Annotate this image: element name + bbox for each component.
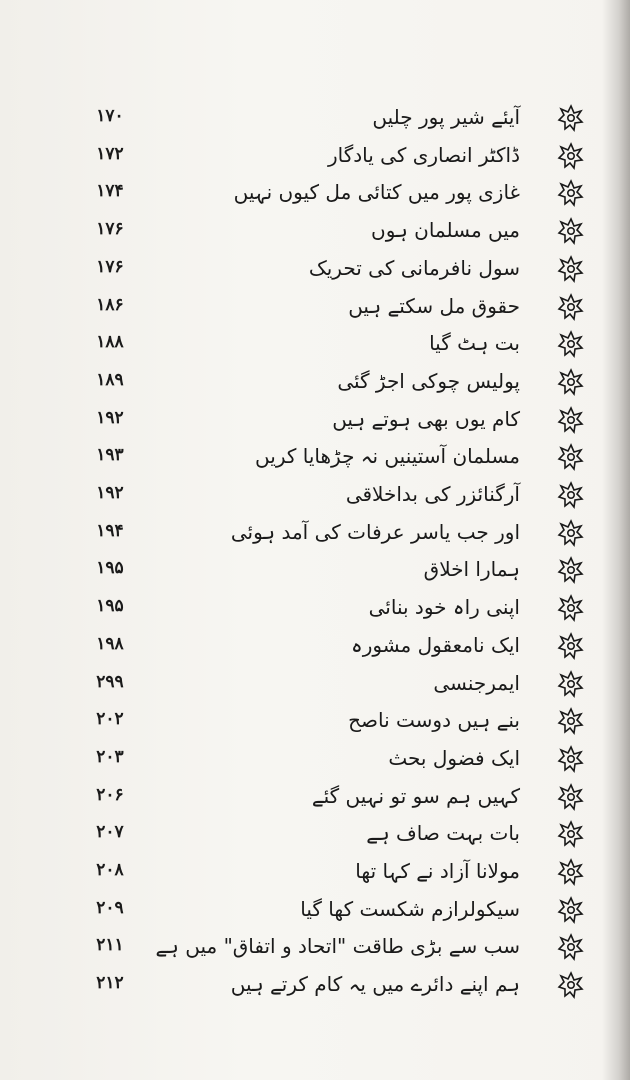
toc-entry-title: ایمرجنسی	[433, 670, 520, 695]
toc-entry-title: آیئے شیر پور چلیں	[372, 105, 520, 129]
toc-entry-page-number: ۱۹۵	[96, 558, 124, 579]
flower-ornament-icon	[557, 255, 585, 283]
flower-ornament-icon	[557, 933, 585, 961]
toc-entry[interactable]	[0, 703, 630, 739]
toc-entry[interactable]	[0, 854, 630, 890]
toc-entry[interactable]	[0, 364, 630, 400]
flower-ornament-icon	[557, 670, 585, 698]
toc-entry[interactable]	[0, 779, 630, 815]
toc-entry-title: مولانا آزاد نے کہا تھا	[355, 859, 520, 883]
toc-entry-page-number: ۲۰۳	[96, 746, 124, 767]
toc-entry[interactable]	[0, 213, 630, 249]
toc-entry[interactable]	[0, 175, 630, 211]
toc-entry[interactable]	[0, 251, 630, 287]
toc-entry[interactable]	[0, 289, 630, 325]
toc-entry-page-number: ۱۸۹	[96, 369, 124, 390]
toc-entry[interactable]	[0, 402, 630, 438]
toc-entry-title: اپنی راہ خود بنائی	[368, 595, 520, 620]
toc-entry[interactable]	[0, 138, 630, 174]
flower-ornament-icon	[557, 330, 585, 358]
toc-entry-title: ایک نامعقول مشورہ	[350, 632, 520, 657]
toc-entry-title: سول نافرمانی کی تحریک	[308, 255, 520, 280]
toc-entry[interactable]	[0, 326, 630, 362]
toc-entry[interactable]	[0, 892, 630, 928]
toc-entry-page-number: ۱۹۸	[96, 633, 124, 654]
toc-entry-title: بات بہت صاف ہے	[366, 821, 520, 846]
toc-entry[interactable]	[0, 628, 630, 664]
toc-entry-title: سیکولرازم شکست کھا گیا	[300, 896, 520, 921]
toc-entry-page-number: ۱۷۶	[96, 219, 124, 240]
toc-entry-page-number: ۲۰۲	[96, 709, 124, 730]
toc-entry-page-number: ۱۹۳	[96, 445, 124, 466]
toc-entry-title: ہمارا اخلاق	[423, 557, 520, 582]
toc-entry-title: کہیں ہم سو تو نہیں گئے	[311, 783, 520, 808]
toc-entry-title: مسلمان آستینیں نہ چڑھایا کریں	[255, 444, 520, 469]
flower-ornament-icon	[557, 481, 585, 509]
toc-entry[interactable]	[0, 552, 630, 588]
toc-entry-title: ڈاکٹر انصاری کی یادگار	[327, 142, 520, 167]
toc-entry-page-number: ۲۰۹	[96, 897, 124, 918]
toc-entry-page-number: ۲۰۸	[96, 860, 124, 880]
toc-entry-page-number: ۱۷۴	[96, 181, 124, 202]
toc-entry-title: بت ہٹ گیا	[429, 331, 520, 356]
toc-entry[interactable]	[0, 816, 630, 852]
toc-entry-title: حقوق مل سکتے ہیں	[348, 293, 520, 318]
flower-ornament-icon	[557, 368, 585, 396]
toc-entry-page-number: ۱۹۲	[96, 483, 124, 503]
toc-entry-page-number: ۱۹۵	[96, 596, 124, 617]
flower-ornament-icon	[557, 896, 585, 924]
toc-entry[interactable]	[0, 741, 630, 777]
toc-entry-page-number: ۱۷۶	[96, 256, 124, 277]
flower-ornament-icon	[557, 406, 585, 434]
toc-entry-title: آرگنائزر کی بداخلاقی	[345, 482, 520, 506]
flower-ornament-icon	[557, 142, 585, 170]
flower-ornament-icon	[557, 104, 585, 132]
toc-entry[interactable]	[0, 439, 630, 475]
toc-entry-page-number: ۲۱۱	[96, 935, 124, 956]
toc-entry-title: بنے ہیں دوست ناصح	[348, 708, 520, 733]
toc-entry-page-number: ۲۹۹	[96, 671, 124, 692]
toc-entry-page-number: ۱۷۲	[96, 143, 124, 164]
toc-entry-page-number: ۲۰۶	[96, 784, 124, 805]
flower-ornament-icon	[557, 820, 585, 848]
toc-entry-title: کام یوں بھی ہوتے ہیں	[332, 406, 520, 431]
toc-entry[interactable]	[0, 100, 630, 136]
toc-entry[interactable]	[0, 967, 630, 1003]
flower-ornament-icon	[557, 971, 585, 999]
toc-entry-page-number: ۲۱۲	[96, 973, 124, 994]
flower-ornament-icon	[557, 217, 585, 245]
flower-ornament-icon	[557, 179, 585, 207]
flower-ornament-icon	[557, 783, 585, 811]
flower-ornament-icon	[557, 707, 585, 735]
flower-ornament-icon	[557, 443, 585, 471]
toc-entry-title: میں مسلمان ہوں	[371, 218, 520, 243]
toc-entry-title: ایک فضول بحث	[388, 745, 520, 770]
toc-entry-page-number: ۱۸۸	[96, 332, 124, 353]
toc-entry-title: غازی پور میں کتائی مل کیوں نہیں	[233, 180, 520, 205]
flower-ornament-icon	[557, 858, 585, 886]
flower-ornament-icon	[557, 594, 585, 622]
flower-ornament-icon	[557, 293, 585, 321]
flower-ornament-icon	[557, 519, 585, 547]
toc-entry-page-number: ۱۷۰	[96, 106, 124, 126]
toc-entry-page-number: ۱۹۲	[96, 407, 124, 428]
toc-entry-title: پولیس چوکی اجڑ گئی	[337, 368, 520, 393]
toc-entry-title: اور جب یاسر عرفات کی آمد ہوئی	[230, 519, 520, 544]
toc-entry-page-number: ۱۸۶	[96, 294, 124, 315]
flower-ornament-icon	[557, 745, 585, 773]
toc-entry-page-number: ۱۹۴	[96, 520, 124, 541]
flower-ornament-icon	[557, 556, 585, 584]
toc-entry[interactable]	[0, 477, 630, 513]
toc-entry-page-number: ۲۰۷	[96, 822, 124, 843]
toc-entry[interactable]	[0, 929, 630, 965]
toc-entry-title: ہم اپنے دائرے میں یہ کام کرتے ہیں	[230, 972, 520, 997]
toc-entry-title: سب سے بڑی طاقت "اتحاد و اتفاق" میں ہے	[155, 934, 520, 959]
flower-ornament-icon	[557, 632, 585, 660]
toc-entry[interactable]	[0, 590, 630, 626]
toc-entry[interactable]	[0, 666, 630, 702]
toc-entry[interactable]	[0, 515, 630, 551]
